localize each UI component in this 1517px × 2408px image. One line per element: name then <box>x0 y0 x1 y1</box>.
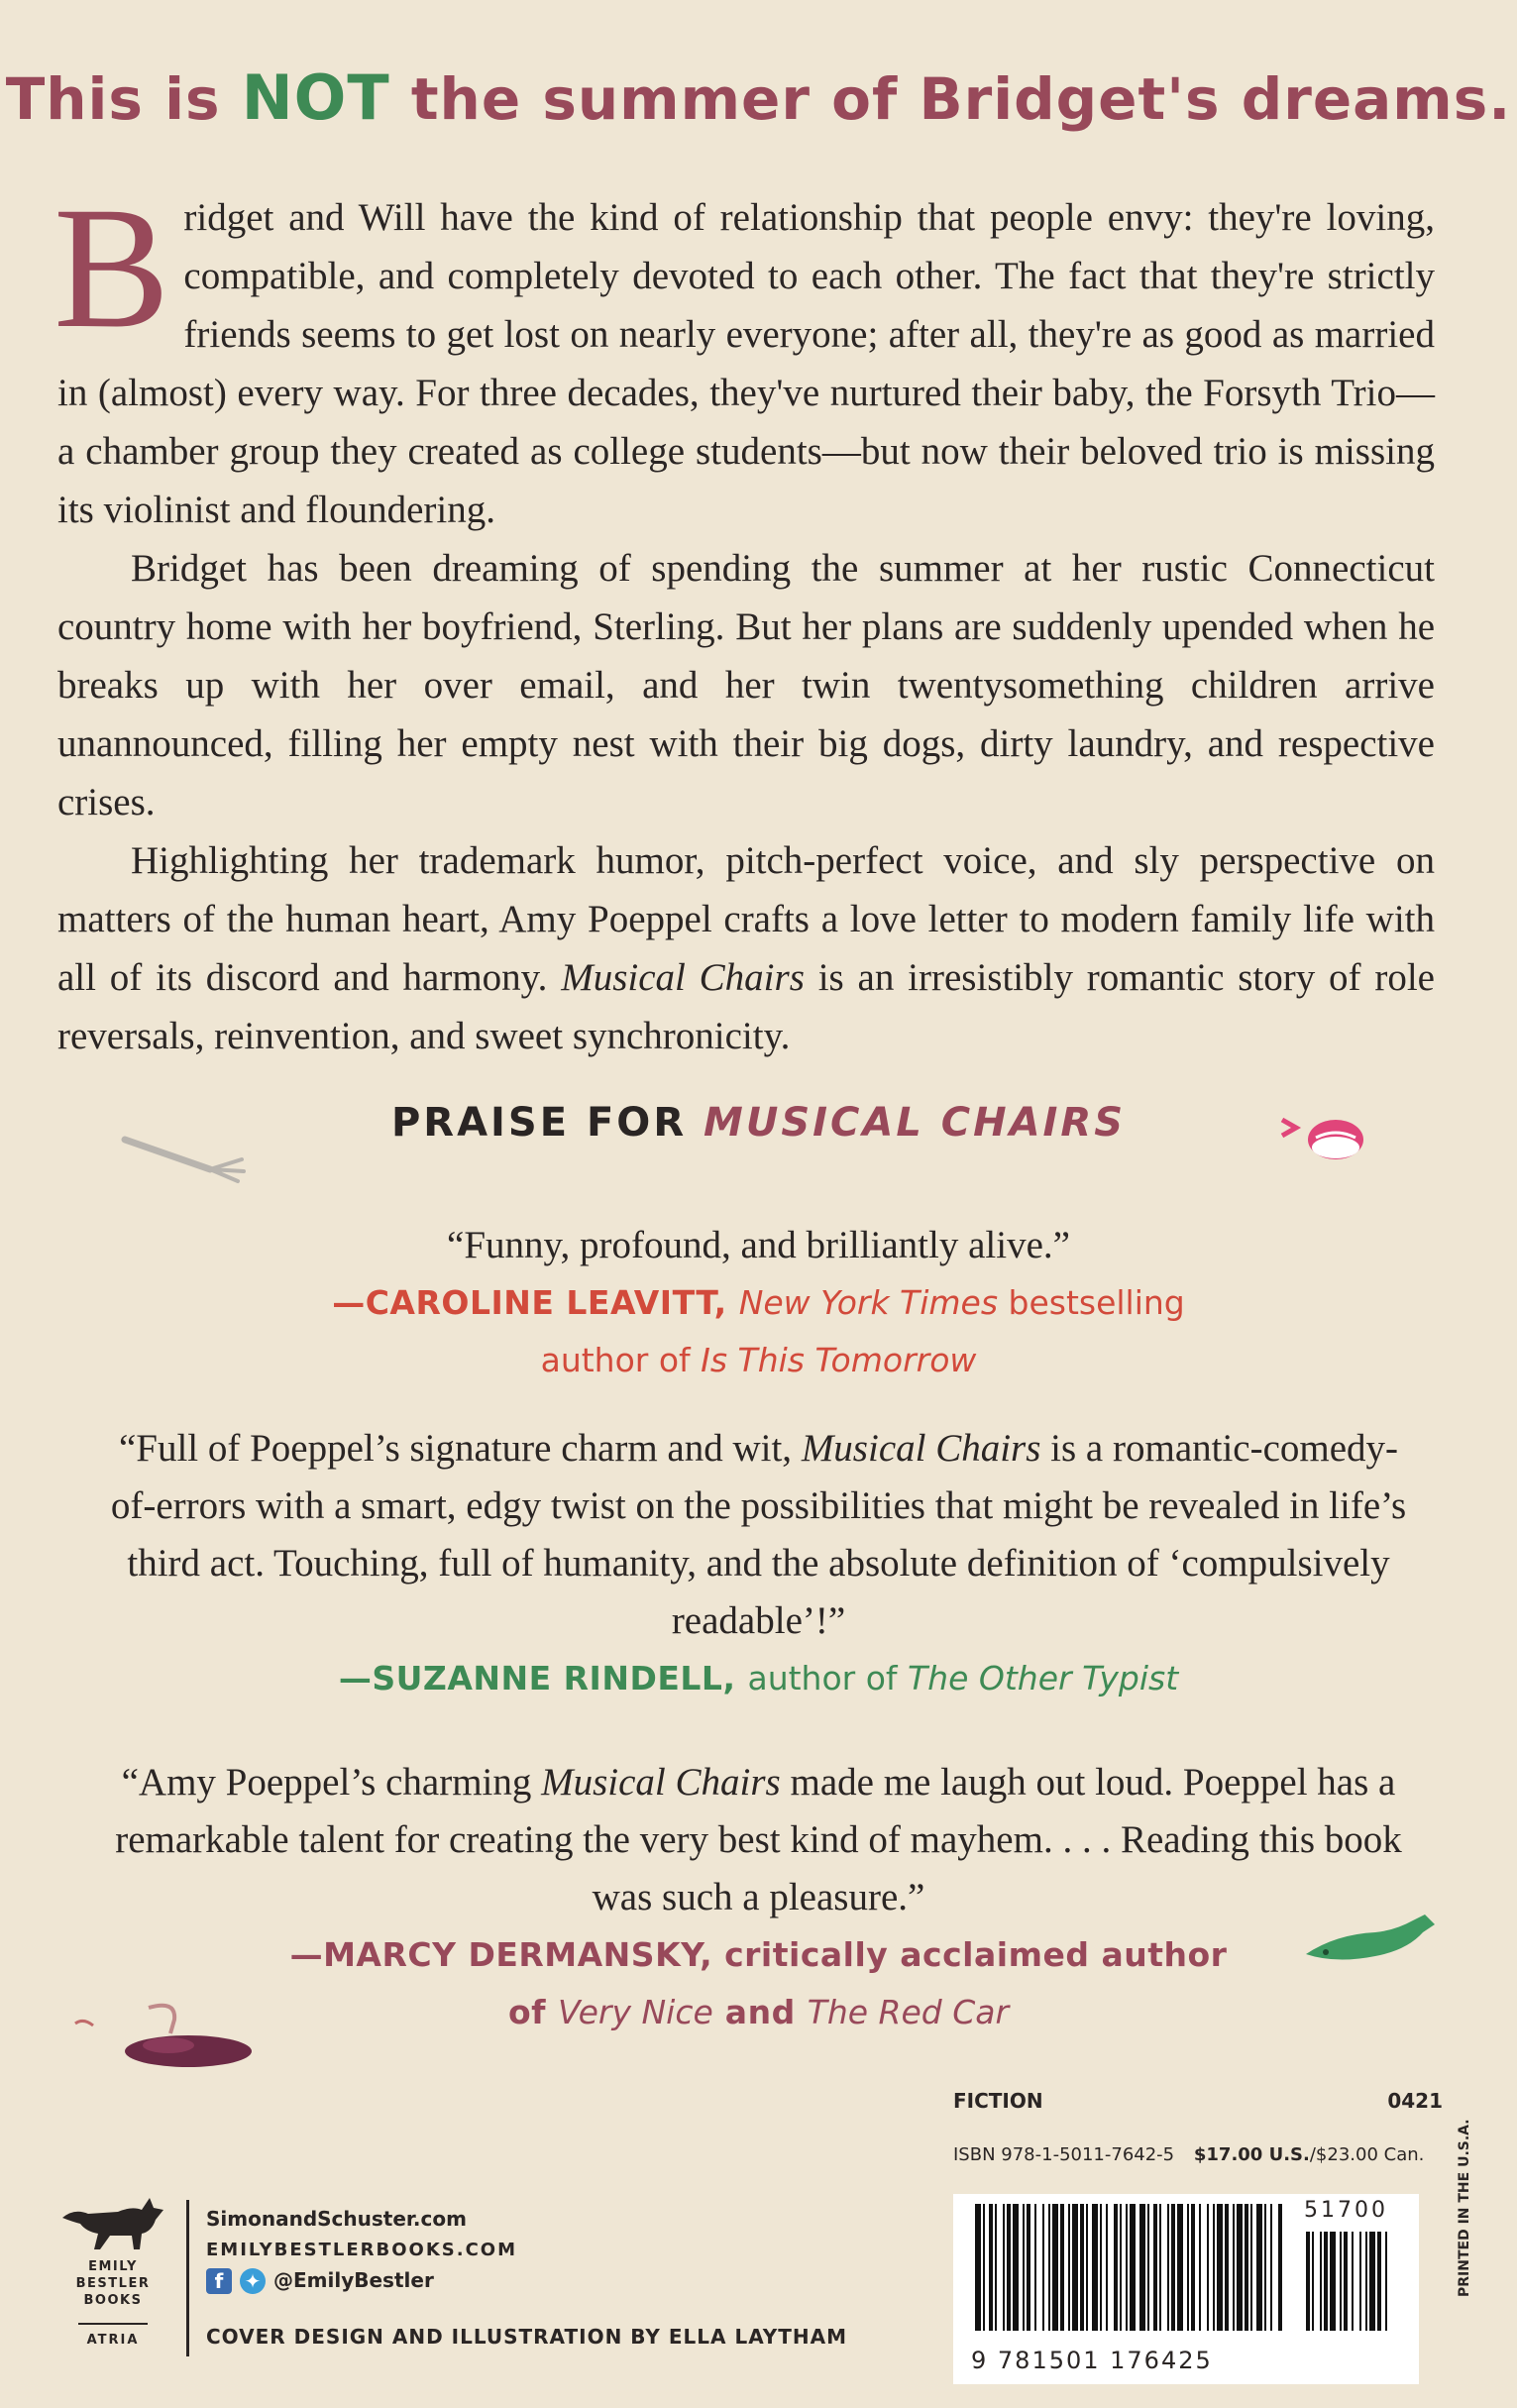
price-us: $17.00 U.S. <box>1193 2144 1310 2165</box>
facebook-icon: f <box>206 2268 232 2294</box>
barcode-bar <box>1048 2204 1050 2331</box>
addon-bar <box>1385 2232 1387 2331</box>
barcode-bar <box>1147 2204 1149 2331</box>
barcode-bar <box>1068 2204 1070 2331</box>
barcode-bar <box>1100 2204 1102 2331</box>
barcode-bar <box>1177 2204 1183 2331</box>
barcode-bar <box>1106 2204 1108 2331</box>
fox-logo-icon <box>58 2188 167 2253</box>
barcode-bar <box>1233 2204 1235 2331</box>
praise-quote-3 <box>99 1754 1418 2041</box>
barcode-bar <box>1092 2204 1098 2331</box>
barcode-bar <box>1213 2204 1215 2331</box>
addon-bar <box>1369 2232 1375 2331</box>
headline-emphasis: NOT <box>241 61 390 134</box>
barcode-bar <box>1072 2204 1078 2331</box>
book-title-inline: Musical Chairs <box>561 956 805 999</box>
barcode-bar <box>1007 2204 1011 2331</box>
addon-bar <box>1324 2232 1328 2331</box>
barcode-bar <box>1139 2204 1145 2331</box>
barcode-bar <box>1027 2204 1030 2331</box>
barcode-bar <box>1256 2204 1262 2331</box>
addon-bar <box>1359 2232 1361 2331</box>
barcode-bar <box>1060 2204 1064 2331</box>
barcode-bar <box>1086 2204 1088 2331</box>
quote-attribution: —CAROLINE LEAVITT, New York Times bestselling <box>332 1283 1185 1322</box>
barcode-bar <box>983 2204 985 2331</box>
barcode-bar <box>1159 2204 1161 2331</box>
barcode-bar <box>1278 2204 1282 2331</box>
barcode-bar <box>1126 2204 1128 2331</box>
addon-bar <box>1340 2232 1342 2331</box>
addon-bar <box>1312 2232 1314 2331</box>
imprint-website-link: EMILYBESTLERBOOKS.COM <box>206 2240 517 2260</box>
barcode-bar <box>1042 2204 1044 2331</box>
social-links <box>206 2265 517 2296</box>
barcode-bar <box>1225 2204 1229 2331</box>
quote-attribution: —MARCY DERMANSKY, critically acclaimed author <box>289 1935 1228 1974</box>
barcode-bar <box>1217 2204 1223 2331</box>
social-handle: @EmilyBestler <box>273 2268 434 2292</box>
description-paragraph-1: Bridget and Will have the kind of relationship that people envy: they're loving, compatible, and completely devoted to each other. The fact that they're strictly friends seems to get lost on nearly everyone; after all, they're as good as married in (almost) every way. For three decades, they've nurtured their baby, the Forsyth Trio—a chamber group they created as college students—but now their beloved trio is missing its violinist and floundering. <box>54 171 1435 531</box>
barcode-bar <box>995 2204 997 2331</box>
description-paragraph-2: Bridget has been dreaming of spending the summer at her rustic Connecticut country home with her boyfriend, Sterling. But her plans are suddenly upended when he breaks up with her over email, and her twin twentysomething children arrive unannounced, filling her empty nest with their big dogs, dirty laundry, and respective crises. <box>57 547 1435 823</box>
addon-bar <box>1352 2232 1354 2331</box>
barcode-bar <box>1114 2204 1118 2331</box>
addon-bar <box>1365 2232 1367 2331</box>
barcode-digits: 9 781501 176425 <box>971 2347 1213 2374</box>
barcode-bar <box>1207 2204 1209 2331</box>
quote-attribution: —SUZANNE RINDELL, author of The Other Typist <box>338 1659 1179 1697</box>
barcode-bar <box>1003 2204 1005 2331</box>
isbn-price-line <box>953 2144 1425 2165</box>
addon-bar <box>1377 2232 1381 2331</box>
barcode-panel <box>953 2089 1449 2388</box>
quote-attribution-note: of Very Nice and The Red Car <box>507 1993 1010 2031</box>
publisher-logo <box>44 2188 182 2348</box>
quote-text: “Full of Poeppel’s signature charm and wit, Musical Chairs is a romantic-comedy-of-errors with a smart, edgy twist on the possibilities that might be revealed in life’s third act. Touching, full of humanity, and the absolute definition of ‘compulsively readable’!” <box>110 1427 1407 1642</box>
quote-attribution-note: author of Is This Tomorrow <box>540 1341 977 1379</box>
twitter-icon: ✦ <box>240 2268 266 2294</box>
barcode-bar <box>1237 2204 1243 2331</box>
barcode-bar <box>1191 2204 1195 2331</box>
quote-text: “Amy Poeppel’s charming Musical Chairs made me laugh out loud. Poeppel has a remarkable talent for creating the very best kind of mayhem. . . . Reading this book was such a pleasure.” <box>115 1761 1402 1918</box>
addon-bar <box>1306 2232 1310 2331</box>
print-code: 0421 <box>1387 2089 1443 2113</box>
publisher-name: EMILY BESTLER BOOKS <box>75 2259 151 2308</box>
headline-end: the summer of Bridget's dreams. <box>389 65 1512 133</box>
drop-cap: B <box>54 171 170 365</box>
book-description <box>54 171 1435 1065</box>
barcode-bar <box>1052 2204 1058 2331</box>
barcode-bar <box>1013 2204 1019 2331</box>
addon-bar <box>1344 2232 1348 2331</box>
barcode-bar <box>1245 2204 1248 2331</box>
barcode-bar <box>1120 2204 1122 2331</box>
praise-heading-title: MUSICAL CHAIRS <box>704 1100 1127 1146</box>
barcode-bar <box>1130 2204 1136 2331</box>
footer-divider <box>186 2200 189 2356</box>
barcode-bar <box>1270 2204 1272 2331</box>
category-label: FICTION <box>953 2089 1043 2113</box>
headline <box>0 61 1517 134</box>
headline-start: This is <box>5 65 242 133</box>
printed-in-label: PRINTED IN THE U.S.A. <box>1457 2119 1472 2297</box>
praise-heading: PRAISE FOR MUSICAL CHAIRS <box>390 1100 1127 1146</box>
imprint-name: ATRIA <box>78 2323 148 2348</box>
price-can: /$23.00 Can. <box>1309 2144 1425 2165</box>
barcode-bar <box>1034 2204 1036 2331</box>
footer-links <box>206 2204 517 2296</box>
barcode-bar <box>1080 2204 1084 2331</box>
fork-doodle-icon <box>119 1130 248 1189</box>
isbn-number: ISBN 978-1-5011-7642-5 <box>953 2144 1175 2165</box>
cover-credit: COVER DESIGN AND ILLUSTRATION BY ELLA LAYTHAM <box>206 2325 848 2349</box>
sushi-doodle-icon <box>1278 1108 1367 1167</box>
quote-text: “Funny, profound, and brilliantly alive.” <box>447 1224 1070 1266</box>
praise-quote-2 <box>99 1420 1418 1707</box>
barcode-bar <box>1187 2204 1189 2331</box>
barcode-bar <box>1250 2204 1252 2331</box>
barcode-graphic <box>975 2204 1391 2343</box>
barcode-bar <box>1153 2204 1157 2331</box>
barcode-bar <box>1199 2204 1201 2331</box>
barcode-bar <box>975 2204 981 2331</box>
description-paragraph-3: Highlighting her trademark humor, pitch-perfect voice, and sly perspective on matters of the human heart, Amy Poeppel crafts a love letter to modern family life with all of its discord and harmony. Musical Chairs is an irresistibly romantic story of role reversals, reinvention, and sweet synchronicity. <box>57 839 1435 1057</box>
praise-quote-1 <box>99 1217 1418 1389</box>
barcode-addon: 51700 <box>1304 2198 1388 2223</box>
barcode-bar <box>1167 2204 1169 2331</box>
addon-bar <box>1320 2232 1322 2331</box>
barcode-bar <box>1023 2204 1025 2331</box>
addon-bar <box>1330 2232 1336 2331</box>
barcode-bar <box>1264 2204 1266 2331</box>
website-link: SimonandSchuster.com <box>206 2207 467 2231</box>
barcode-bar <box>989 2204 993 2331</box>
barcode-bar <box>1171 2204 1175 2331</box>
